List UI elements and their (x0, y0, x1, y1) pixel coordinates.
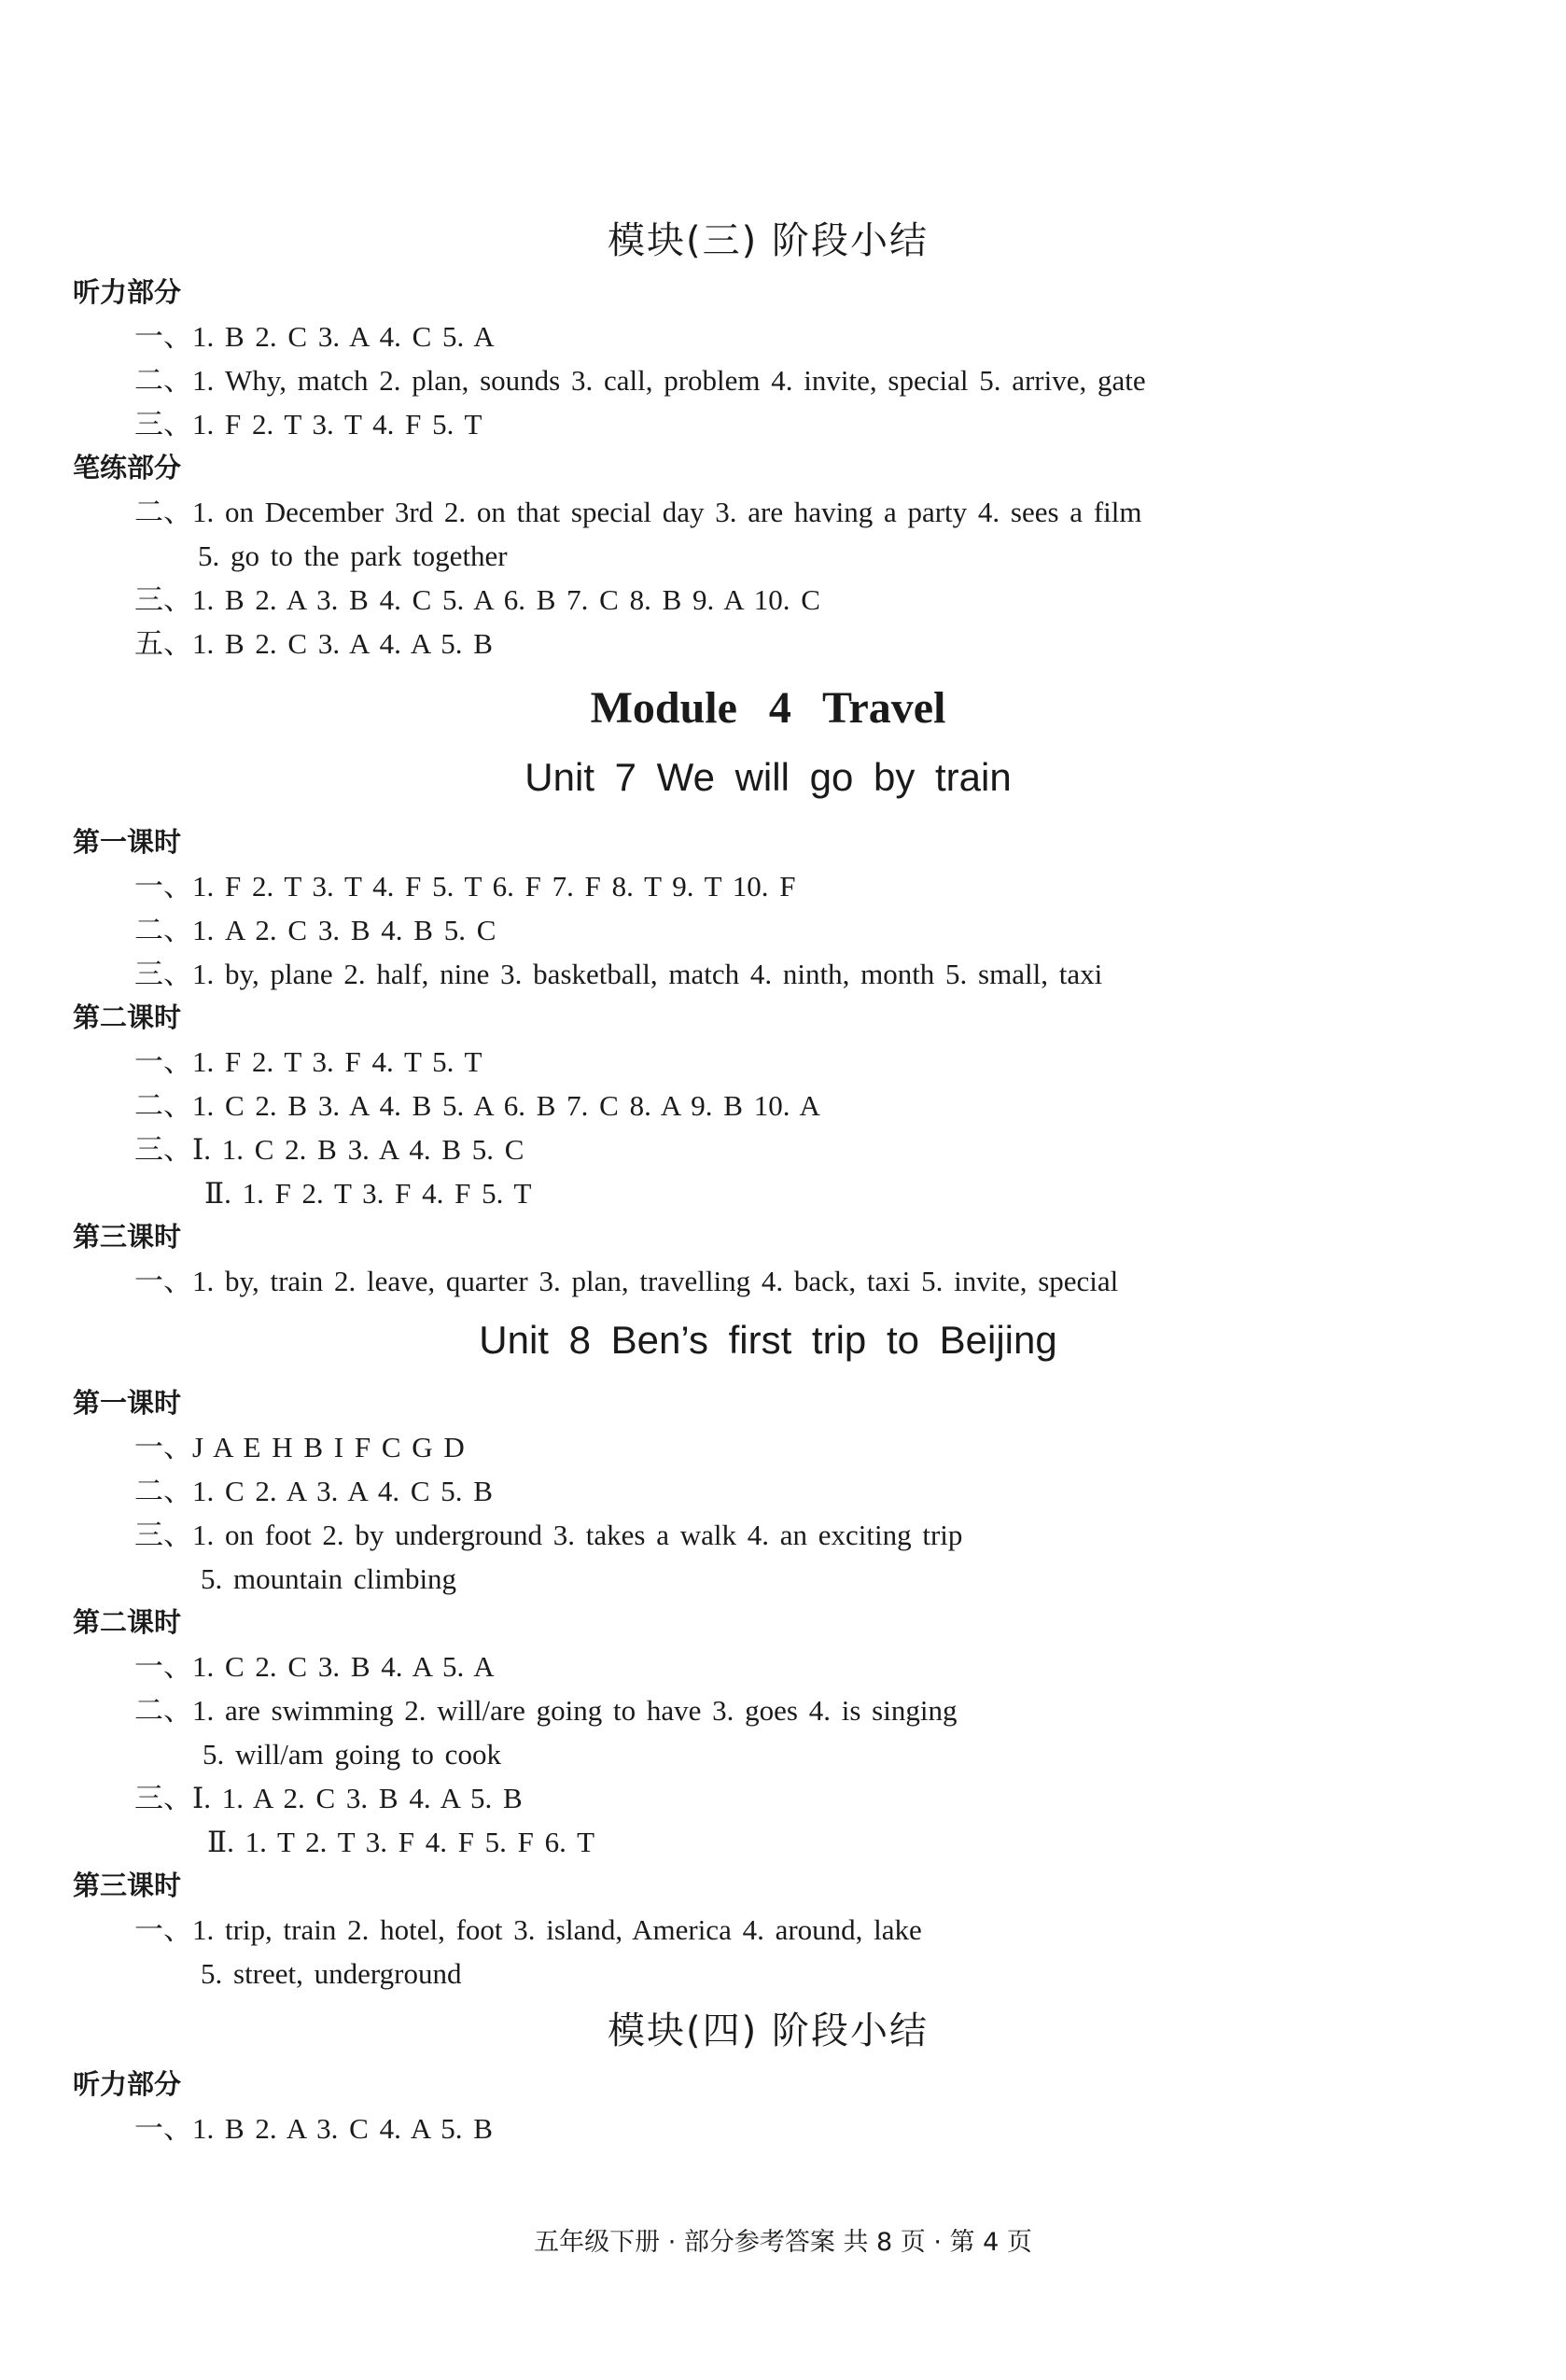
answer-row: 5. mountain climbing (201, 1562, 457, 1595)
answer-row: Ⅱ. 1. F 2. T 3. F 4. F 5. T (204, 1177, 532, 1210)
answer-row: 二、1. Why, match 2. plan, sounds 3. call, problem 4. invite, special 5. arrive, gate (134, 364, 1146, 397)
answer-row: 一、1. F 2. T 3. F 4. T 5. T (134, 1045, 482, 1078)
m3-summary-title: 模块(三) 阶段小结 (608, 219, 929, 262)
answer-row: 三、Ⅰ. 1. C 2. B 3. A 4. B 5. C (134, 1133, 524, 1166)
answer-row: 5. will/am going to cook (203, 1738, 501, 1771)
answer-row: 一、1. trip, train 2. hotel, foot 3. island, America 4. around, lake (134, 1913, 922, 1946)
answer-row: 一、1. B 2. C 3. A 4. C 5. A (134, 320, 495, 353)
answer-row: 三、1. on foot 2. by underground 3. takes a walk 4. an exciting trip (134, 1519, 963, 1551)
m3-written-heading: 笔练部分 (73, 452, 182, 483)
answer-row: 二、1. on December 3rd 2. on that special day 3. are having a party 4. sees a film (134, 496, 1142, 528)
answer-row: 一、J A E H B I F C G D (134, 1431, 465, 1463)
answer-row: 一、1. F 2. T 3. T 4. F 5. T 6. F 7. F 8. T 9. T 10. F (134, 870, 796, 903)
unit8-lesson2-heading: 第二课时 (73, 1606, 182, 1638)
unit7-lesson1-heading: 第一课时 (73, 826, 182, 858)
unit7-lesson3-heading: 第三课时 (73, 1221, 182, 1253)
answer-row: 5. go to the park together (198, 539, 508, 572)
answer-row: 二、1. C 2. A 3. A 4. C 5. B (134, 1475, 493, 1507)
answer-row: 5. street, underground (201, 1957, 462, 1990)
answer-row: 三、1. F 2. T 3. T 4. F 5. T (134, 408, 482, 441)
module4-title: Module 4 Travel (590, 683, 946, 733)
answer-row: 二、1. A 2. C 3. B 4. B 5. C (134, 914, 496, 946)
answer-row: 一、1. by, train 2. leave, quarter 3. plan, travelling 4. back, taxi 5. invite, special (134, 1265, 1119, 1297)
answer-row: 二、1. C 2. B 3. A 4. B 5. A 6. B 7. C 8. A 9. B 10. A (134, 1089, 820, 1122)
unit7-lesson2-heading: 第二课时 (73, 1001, 182, 1033)
answer-row: 二、1. are swimming 2. will/are going to have 3. goes 4. is singing (134, 1694, 958, 1727)
page-footer: 五年级下册 · 部分参考答案 共 8 页 · 第 4 页 (534, 2228, 1032, 2257)
unit8-lesson3-heading: 第三课时 (73, 1869, 182, 1901)
answer-row: 三、1. by, plane 2. half, nine 3. basketball, match 4. ninth, month 5. small, taxi (134, 958, 1103, 990)
answer-row: 三、Ⅰ. 1. A 2. C 3. B 4. A 5. B (134, 1782, 523, 1814)
m4-listening-heading: 听力部分 (73, 2068, 182, 2100)
m4-summary-title: 模块(四) 阶段小结 (608, 2009, 929, 2052)
unit7-title: Unit 7 We will go by train (524, 755, 1012, 799)
answer-row: 五、1. B 2. C 3. A 4. A 5. B (134, 627, 493, 660)
unit8-title: Unit 8 Ben’s first trip to Beijing (479, 1318, 1057, 1362)
m3-listening-heading: 听力部分 (73, 276, 182, 308)
answer-row: 一、1. B 2. A 3. C 4. A 5. B (134, 2112, 493, 2145)
answer-row: 一、1. C 2. C 3. B 4. A 5. A (134, 1650, 495, 1683)
answer-row: Ⅱ. 1. T 2. T 3. F 4. F 5. F 6. T (207, 1826, 595, 1858)
unit8-lesson1-heading: 第一课时 (73, 1387, 182, 1419)
answer-row: 三、1. B 2. A 3. B 4. C 5. A 6. B 7. C 8. B 9. A 10. C (134, 583, 820, 616)
